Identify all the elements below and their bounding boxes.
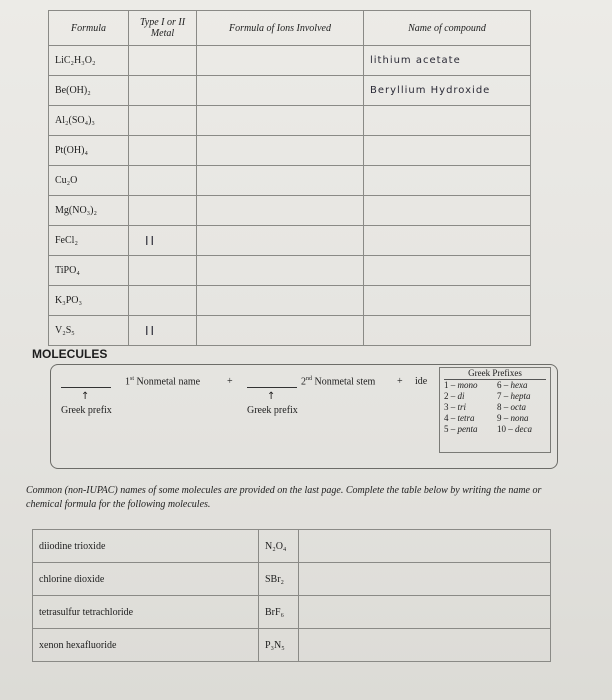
list-item: 4 – tetra 9 – nona <box>444 413 529 423</box>
ions-cell[interactable] <box>197 226 364 256</box>
formula-cell: LiC₂H₃O₂ <box>49 46 129 76</box>
formula-cell: Mg(NO₃)₂ <box>49 196 129 226</box>
type-cell[interactable] <box>129 76 197 106</box>
type-cell[interactable] <box>129 106 197 136</box>
type-cell[interactable] <box>129 46 197 76</box>
molecule-name-cell: chlorine dioxide <box>33 563 259 596</box>
name-cell[interactable]: Beryllium Hydroxide <box>364 76 531 106</box>
molecule-name-cell: diiodine trioxide <box>33 530 259 563</box>
greek-prefixes-box <box>439 367 551 453</box>
formula-cell: Al₂(SO₄)₃ <box>49 106 129 136</box>
name-cell[interactable] <box>364 196 531 226</box>
header-compound-name: Name of compound <box>364 11 531 46</box>
type-cell[interactable] <box>129 136 197 166</box>
ions-cell[interactable] <box>197 136 364 166</box>
plus-sign-1: + <box>227 376 233 387</box>
answer-cell[interactable] <box>299 530 551 563</box>
formula-cell: FeCl₂ <box>49 226 129 256</box>
header-formula: Formula <box>49 11 129 46</box>
ions-cell[interactable] <box>197 286 364 316</box>
list-item: 2 – di 7 – hepta <box>444 391 531 401</box>
table-row <box>49 226 531 256</box>
name-cell[interactable] <box>364 316 531 346</box>
type-cell[interactable]: II <box>129 226 197 256</box>
formula-cell: Pt(OH)₄ <box>49 136 129 166</box>
name-cell[interactable]: lithium acetate <box>364 46 531 76</box>
greek-prefix-label-2: Greek prefix <box>247 405 298 416</box>
table-row <box>49 136 531 166</box>
table-row <box>33 530 551 563</box>
formula-cell: TiPO₄ <box>49 256 129 286</box>
ions-cell[interactable] <box>197 316 364 346</box>
table-row <box>33 596 551 629</box>
ions-cell[interactable] <box>197 196 364 226</box>
list-item: 5 – penta 10 – deca <box>444 424 532 434</box>
answer-cell[interactable] <box>299 563 551 596</box>
arrow-up-icon: ↑ <box>81 391 90 402</box>
first-nonmetal-label: 1st Nonmetal name <box>125 376 201 388</box>
formula-cell: V₂S₅ <box>49 316 129 346</box>
molecule-name-cell: xenon hexafluoride <box>33 629 259 662</box>
ions-cell[interactable] <box>197 256 364 286</box>
formula-cell: Cu₂O <box>49 166 129 196</box>
type-cell[interactable] <box>129 196 197 226</box>
type-cell[interactable] <box>129 166 197 196</box>
molecule-naming-box <box>50 364 558 469</box>
prefix-blank-1 <box>61 387 111 388</box>
name-cell[interactable] <box>364 286 531 316</box>
molecule-formula-cell: SBr₂ <box>259 563 299 596</box>
greek-prefix-label-1: Greek prefix <box>61 405 112 416</box>
molecule-formula-cell: BrF₆ <box>259 596 299 629</box>
table-row <box>33 629 551 662</box>
table-header-row <box>49 11 531 46</box>
header-metal-type: Type I or II Metal <box>129 11 197 46</box>
ions-cell[interactable] <box>197 106 364 136</box>
molecules-table <box>32 529 551 662</box>
type-cell[interactable] <box>129 286 197 316</box>
greek-prefixes-title: Greek Prefixes <box>444 368 546 380</box>
name-cell[interactable] <box>364 166 531 196</box>
molecule-formula-cell: P₃N₅ <box>259 629 299 662</box>
arrow-up-icon: ↑ <box>267 391 276 402</box>
table-row <box>33 563 551 596</box>
name-cell[interactable] <box>364 136 531 166</box>
ions-cell[interactable] <box>197 76 364 106</box>
formula-cell: K₃PO₃ <box>49 286 129 316</box>
list-item: 3 – tri 8 – octa <box>444 402 526 412</box>
type-cell[interactable] <box>129 256 197 286</box>
ions-cell[interactable] <box>197 166 364 196</box>
plus-sign-2: + <box>397 376 403 387</box>
table-row <box>49 106 531 136</box>
instructions-text: Common (non-IUPAC) names of some molecules are provided on the last page. Complete the table below by writing the name or chemical formula for the following molecules. <box>26 485 542 510</box>
table-row <box>49 316 531 346</box>
molecule-name-cell: tetrasulfur tetrachloride <box>33 596 259 629</box>
molecule-formula-cell: N₂O₄ <box>259 530 299 563</box>
answer-cell[interactable] <box>299 629 551 662</box>
name-cell[interactable] <box>364 256 531 286</box>
table-row <box>49 286 531 316</box>
table-row <box>49 46 531 76</box>
answer-cell[interactable] <box>299 596 551 629</box>
table-row <box>49 256 531 286</box>
list-item: 1 – mono 6 – hexa <box>444 380 528 390</box>
formula-cell: Be(OH)₂ <box>49 76 129 106</box>
ide-suffix: ide <box>415 376 428 387</box>
name-cell[interactable] <box>364 106 531 136</box>
molecules-heading: MOLECULES <box>32 347 108 361</box>
table-row <box>49 166 531 196</box>
type-cell[interactable]: II <box>129 316 197 346</box>
name-cell[interactable] <box>364 226 531 256</box>
ionic-compounds-table <box>48 10 531 346</box>
prefix-blank-2 <box>247 387 297 388</box>
header-ions: Formula of Ions Involved <box>197 11 364 46</box>
ions-cell[interactable] <box>197 46 364 76</box>
table-row <box>49 76 531 106</box>
table-row <box>49 196 531 226</box>
second-nonmetal-label: 2nd Nonmetal stem <box>301 376 376 388</box>
